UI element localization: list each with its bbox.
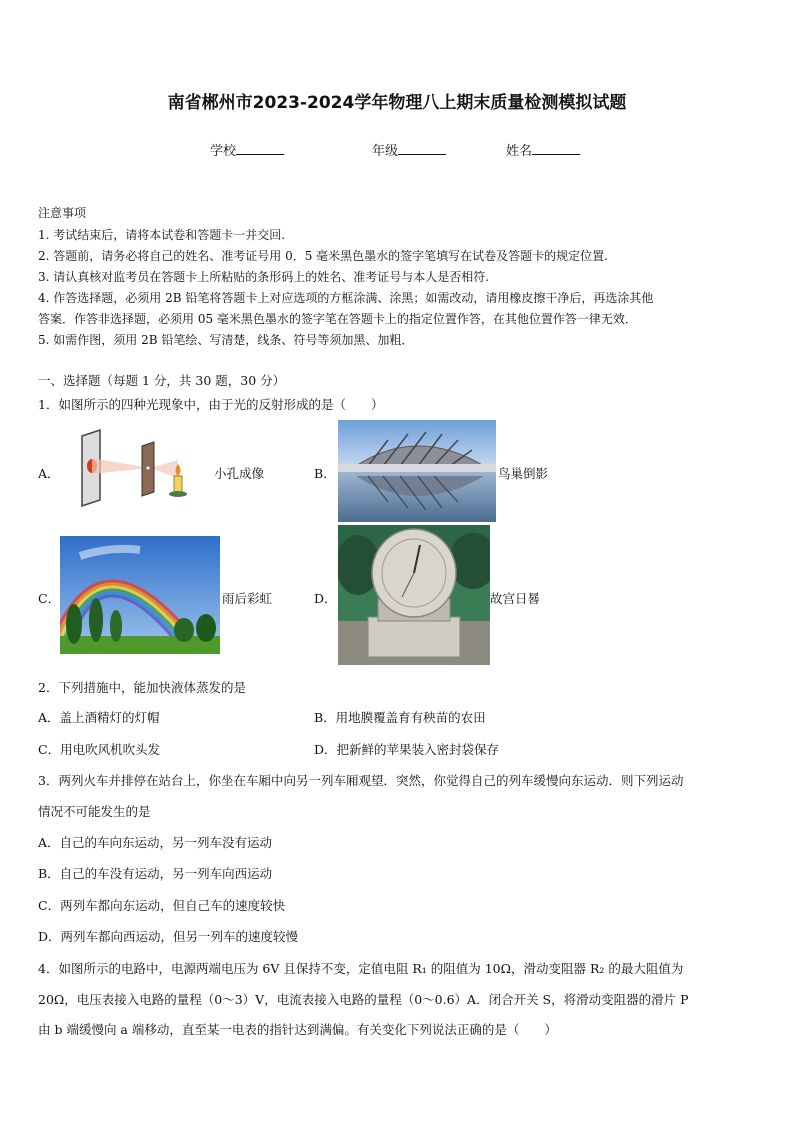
q1-option-b-letter: B． — [314, 466, 336, 481]
question-4-line3: 由 b 端缓慢向 a 端移动，直至某一电表的指针达到满偏。有关变化下列说法正确的是（ ） — [38, 1022, 557, 1037]
q1-option-a-letter: A． — [38, 466, 60, 481]
question-3-stem: 3．两列火车并排停在站台上，你坐在车厢中向另一列车厢观望．突然，你觉得自己的列车缓慢向东运动．则下列运动 — [38, 773, 684, 788]
question-3-stem-cont: 情况不可能发生的是 — [38, 804, 151, 819]
question-4-line2: 20Ω，电压表接入电路的量程（0～3）V，电流表接入电路的量程（0～0.6）A．闭合开关 S，将滑动变阻器的滑片 P — [38, 992, 689, 1007]
sundial-image — [338, 525, 490, 665]
name-field — [506, 140, 580, 159]
q3-option-c: C．两列车都向东运动，但自己车的速度较快 — [38, 898, 286, 913]
notice-item: 1. 考试结束后，请将本试卷和答题卡一并交回. — [38, 228, 286, 242]
q1-option-d-letter: D． — [314, 591, 337, 606]
page-title: 南省郴州市2023-2024学年物理八上期末质量检测模拟试题 — [167, 93, 627, 113]
notice-item: 5. 如需作图，须用 2B 铅笔绘、写清楚，线条、符号等须加黑、加粗． — [38, 333, 414, 347]
notice-item: 2. 答题前，请务必将自己的姓名、准考证号用 0．5 毫米黑色墨水的签字笔填写在试卷及答题卡的规定位置. — [38, 249, 608, 263]
q1-option-c-letter: C． — [38, 591, 61, 606]
q2-option-c: C．用电吹风机吹头发 — [38, 742, 161, 757]
notice-item: 4. 作答选择题，必须用 2B 铅笔将答题卡上对应选项的方框涂满、涂黑；如需改动，请用橡皮擦干净后，再选涂其他 — [38, 291, 654, 305]
section-heading: 一、选择题（每题 1 分，共 30 题，30 分） — [38, 373, 286, 388]
q2-option-b: B．用地膜覆盖育有秧苗的农田 — [314, 710, 486, 725]
notice-item: 3. 请认真核对监考员在答题卡上所粘贴的条形码上的姓名、准考证号与本人是否相符. — [38, 270, 490, 284]
question-2-stem: 2．下列措施中，能加快液体蒸发的是 — [38, 680, 246, 695]
q1-option-d-caption: 故宫日晷 — [490, 591, 541, 606]
pinhole-image — [70, 428, 200, 508]
school-field — [210, 140, 284, 159]
q1-option-b-caption: 鸟巢倒影 — [498, 466, 549, 481]
rainbow-image — [60, 536, 220, 654]
q3-option-d: D．两列车都向西运动，但另一列车的速度较慢 — [38, 929, 299, 944]
grade-blank — [398, 142, 446, 155]
q3-option-b: B．自己的车没有运动，另一列车向西运动 — [38, 866, 273, 881]
notice-item: 答案．作答非选择题，必须用 05 毫米黑色墨水的签字笔在答题卡上的指定位置作答，在其他位置作答一律无效． — [38, 312, 637, 326]
school-blank — [236, 142, 284, 155]
name-blank — [532, 142, 580, 155]
notice-heading: 注意事项 — [38, 206, 87, 220]
birds-nest-reflection-image — [338, 420, 496, 522]
name-label: 姓名 — [506, 144, 533, 159]
grade-field — [372, 140, 446, 159]
question-4-line1: 4．如图所示的电路中，电源两端电压为 6V 且保持不变，定值电阻 R₁ 的阻值为 10Ω，滑动变阻器 R₂ 的最大阻值为 — [38, 961, 684, 976]
q1-option-a-caption: 小孔成像 — [214, 466, 265, 481]
q2-option-a: A．盖上酒精灯的灯帽 — [38, 710, 160, 725]
q3-option-a: A．自己的车向东运动，另一列车没有运动 — [38, 835, 273, 850]
q1-option-c-caption: 雨后彩虹 — [222, 591, 273, 606]
question-1-stem: 1．如图所示的四种光现象中，由于光的反射形成的是（ ） — [38, 397, 384, 412]
grade-label: 年级 — [372, 144, 399, 159]
q2-option-d: D．把新鲜的苹果装入密封袋保存 — [314, 742, 500, 757]
school-label: 学校 — [210, 144, 237, 159]
